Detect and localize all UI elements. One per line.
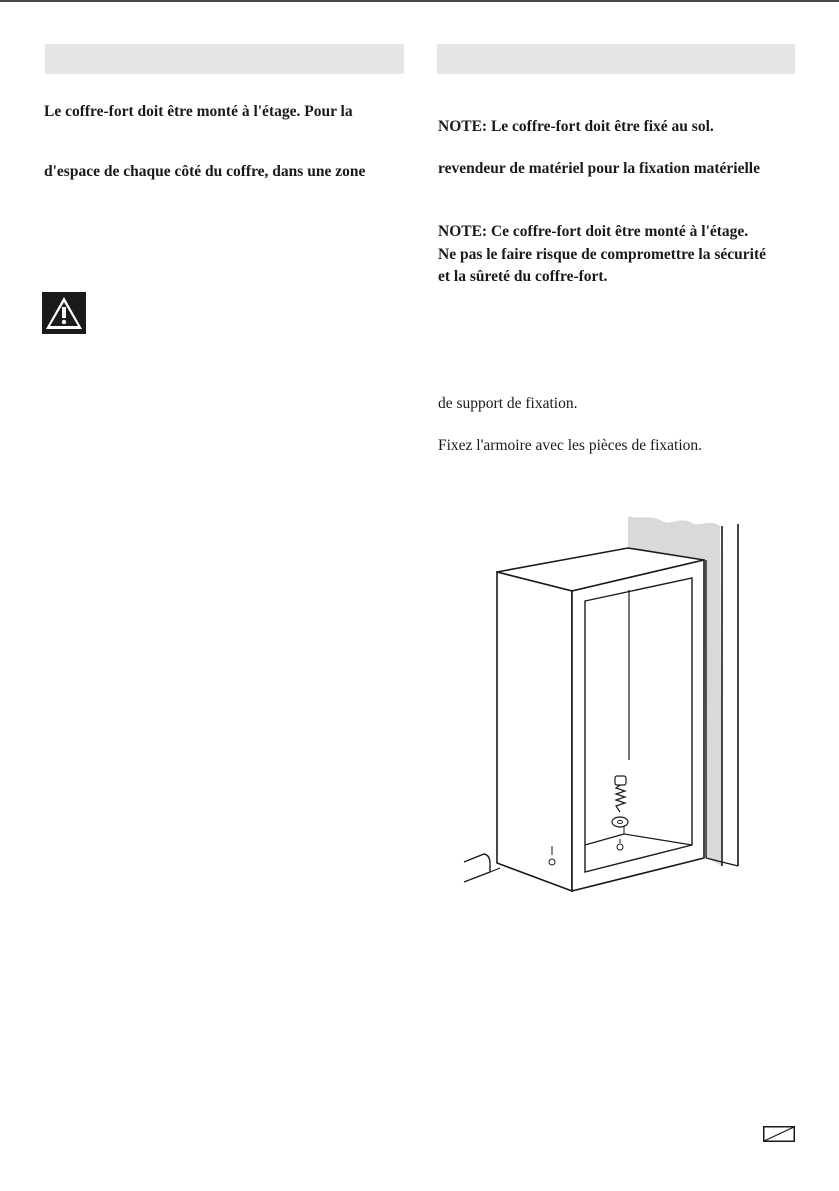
- left-paragraph-line-1: Le coffre-fort doit être monté à l'étage. Pour la: [44, 103, 353, 120]
- note-hardware-dealer: revendeur de matériel pour la fixation matérielle: [438, 160, 760, 177]
- note-floor-fixing: NOTE: Le coffre-fort doit être fixé au sol.: [438, 118, 714, 135]
- step-text-line-1: de support de fixation.: [438, 395, 578, 412]
- washer-icon: [612, 817, 628, 827]
- page-corner-mark: [763, 1126, 795, 1142]
- top-rule: [0, 0, 839, 2]
- right-section-header-bar: [437, 44, 795, 74]
- left-section-header-bar: [45, 44, 404, 74]
- cabinet-front: [572, 560, 704, 891]
- safe-mounting-illustration: [458, 510, 748, 895]
- note-ground-floor-line-1: NOTE: Ce coffre-fort doit être monté à l'étage.: [438, 223, 749, 240]
- note-ground-floor-line-3: et la sûreté du coffre-fort.: [438, 268, 608, 285]
- warning-icon: [42, 292, 86, 334]
- cabinet-side: [497, 572, 572, 891]
- floor-skirting: [464, 854, 490, 882]
- left-paragraph-line-2: d'espace de chaque côté du coffre, dans une zone: [44, 163, 366, 180]
- step-text-line-2: Fixez l'armoire avec les pièces de fixation.: [438, 437, 703, 454]
- note-ground-floor-line-2: Ne pas le faire risque de compromettre la sécurité: [438, 246, 766, 263]
